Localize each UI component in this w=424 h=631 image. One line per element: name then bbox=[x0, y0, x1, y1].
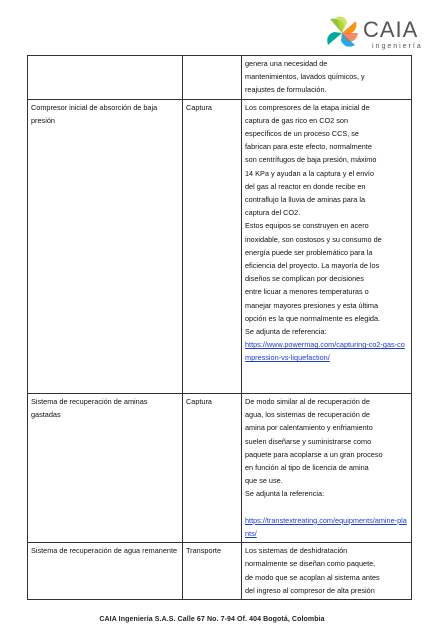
description-line: diseños se complican por decisiones bbox=[245, 274, 364, 284]
description-line: mantenimientos, lavados químicos, y bbox=[245, 72, 365, 82]
description-line: eficiencia del proyecto. La mayoría de los bbox=[245, 261, 380, 271]
description-line: normalmente se diseñan como paquete, bbox=[245, 559, 376, 569]
table-row bbox=[28, 56, 412, 100]
reference-link[interactable]: https://transtextreating.com/equipments/amine-plants/ bbox=[245, 515, 407, 539]
description-line: agua, los sistemas de recuperación de bbox=[245, 410, 370, 420]
description-line: reajustes de formulación. bbox=[245, 85, 327, 95]
spacer bbox=[245, 501, 408, 514]
description-line: manejar mayores presiones y esta última bbox=[245, 300, 379, 310]
description-line: entre licuar a menores temperaturas o bbox=[245, 287, 369, 297]
description-cell bbox=[242, 394, 412, 543]
description-cell bbox=[242, 543, 412, 600]
reference-link[interactable]: https://www.powermag.com/capturing-co2-gas-compression-vs-liquefaction/ bbox=[245, 340, 405, 363]
description-line: Estos equipos se construyen en acero bbox=[245, 221, 369, 231]
equipment-table bbox=[27, 55, 412, 600]
table-row bbox=[28, 543, 412, 600]
description-line: Se adjunta de referencia: bbox=[245, 327, 327, 337]
description-line: suelen diseñarse y suministrarse como bbox=[245, 436, 372, 446]
component-cell: Sistema de recuperación de agua remanente bbox=[28, 543, 183, 600]
stage-cell: Captura bbox=[183, 99, 242, 393]
description-line: amina por calentamiento y enfriamiento bbox=[245, 423, 373, 433]
page-footer: CAIA Ingeniería S.A.S. Calle 67 No. 7-94 Of. 404 Bogotá, Colombia bbox=[99, 616, 325, 623]
description-line: inoxidable, son costosos y su consumo de bbox=[245, 234, 382, 244]
stage-cell: Transporte bbox=[183, 543, 242, 600]
spacer bbox=[245, 378, 408, 391]
description-line: Los sistemas de deshidratación bbox=[245, 546, 348, 556]
description-line: energía puede ser problemático para la bbox=[245, 247, 373, 257]
component-cell bbox=[28, 56, 183, 100]
description-line: del gas al reactor en donde recibe en bbox=[245, 181, 366, 191]
description-line: captura de gas rico en CO2 son bbox=[245, 115, 349, 125]
description-line: del ingreso al compresor de alta presión bbox=[245, 585, 375, 595]
description-line: de modo que se acoplan al sistema antes bbox=[245, 572, 380, 582]
stage-cell bbox=[183, 56, 242, 100]
description-line: Los compresores de la etapa inicial de bbox=[245, 102, 370, 112]
company-logo bbox=[322, 10, 422, 54]
table-row bbox=[28, 394, 412, 543]
logo-subtitle: ingeniería bbox=[372, 43, 423, 50]
description-line: que se use. bbox=[245, 476, 283, 486]
component-cell: Compresor inicial de absorción de baja presión bbox=[28, 99, 183, 393]
description-line: 14 KPa y ayudan a la captura y el envío bbox=[245, 168, 374, 178]
description-line: paquete para acoplarse a un gran proceso bbox=[245, 449, 383, 459]
table-row bbox=[28, 99, 412, 393]
description-line: opción es la que normalmente es elegida. bbox=[245, 313, 381, 323]
description-cell bbox=[242, 99, 412, 393]
component-cell: Sistema de recuperación de aminas gastadas bbox=[28, 394, 183, 543]
description-line: genera una necesidad de bbox=[245, 59, 328, 68]
description-line: fabrican para este efecto, normalmente bbox=[245, 142, 372, 152]
description-line: captura del CO2. bbox=[245, 208, 301, 218]
description-line: contraflujo la lluvia de aminas para la bbox=[245, 195, 366, 205]
description-cell bbox=[242, 56, 412, 100]
stage-cell: Captura bbox=[183, 394, 242, 543]
caia-flower-icon bbox=[322, 13, 362, 53]
description-line: Se adjunta la referencia: bbox=[245, 489, 325, 499]
description-line: De modo similar al de recuperación de bbox=[245, 397, 370, 407]
spacer bbox=[245, 365, 408, 378]
logo-wordmark: CAIA bbox=[363, 17, 419, 42]
description-line: específicos de un proceso CCS, se bbox=[245, 129, 359, 139]
description-line: en función al tipo de licencia de amina bbox=[245, 463, 369, 473]
description-line: son centrífugos de baja presión, máximo bbox=[245, 155, 377, 165]
